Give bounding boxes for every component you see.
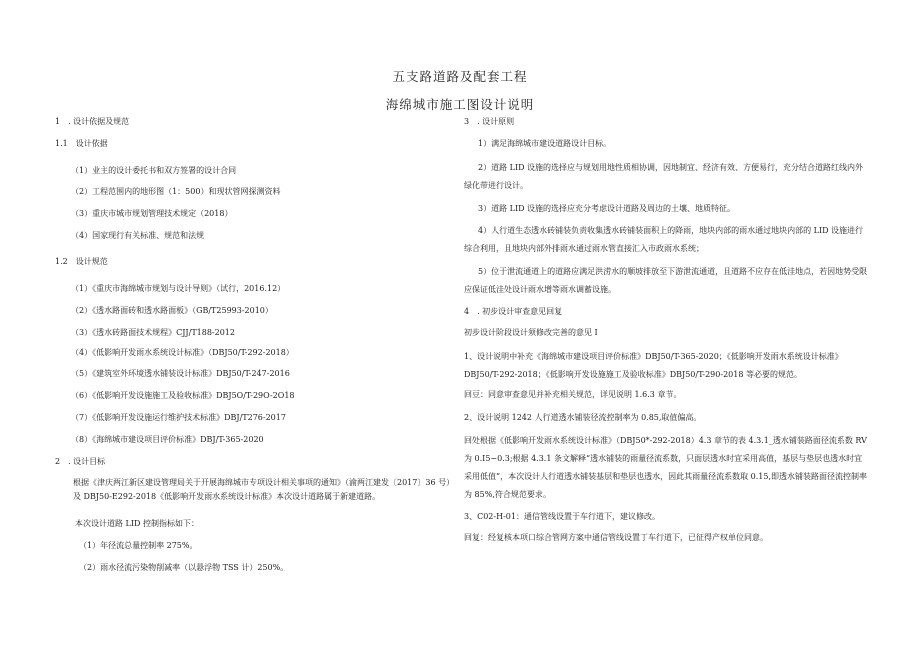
section-1-2-heading: 1.2 设计规范 (55, 257, 108, 266)
target-item: （2）雨水径流污染物削减率（以悬浮物 TSS 计）250%。 (79, 563, 289, 572)
norm-item: （8）《海绵城市建设项目评价标准》DBJ/T-365-2020 (71, 435, 264, 444)
section-1-heading: 1 . 设计依据及规范 (55, 117, 130, 126)
norm-item: （4）《低影响开发雨水系统设计标准》（DBJ50/T-292-2018） (71, 348, 294, 357)
review-intro: 初步设计阶段设计须修改完善的意见 I (464, 328, 598, 337)
norm-item: （5）《建筑室外环境透水铺装设计标准》DBJ50/T-247-2016 (71, 369, 290, 378)
norm-item: （3）《透水砖路面技术规程》CJJ/T188-2012 (71, 328, 235, 337)
target-paragraph: 根据《津庆两江新区建设管理局关于开展海绵城市专项设计相关事项的通知》（渝两江建发〔2017〕36 号）及 DBJ50-E292-2018《低影响开发雨水系统设计标准》本次设计道路属于新建道路。 (73, 478, 451, 501)
document-title: 五支路道路及配套工程 (392, 69, 528, 84)
principle-item: 2）道路 LID 设施的选择应与规划用地性质相协调，因地制宜、经济有效、方便易行，充分结合道路红线内外绿化带进行设计。 (464, 163, 864, 190)
norm-item: （7）《低影响开发设施运行维护技术标准》DBJ/T276-2017 (71, 413, 286, 422)
norm-item: （1）《重庆市海绵城市规划与设计导则》（试行，2016.12） (71, 284, 286, 293)
principle-item: 1）满足海绵城市建设道路设计目标。 (478, 139, 612, 148)
basis-item: （3）重庆市城市规划管理技术规定（2018） (71, 209, 233, 218)
document-subtitle: 海绵城市施工图设计说明 (385, 97, 535, 112)
review-reply: 回复：经复核本项口综合管网方案中通信管线设置丁车行道下，已征得产权单位同意。 (464, 533, 768, 542)
basis-item: （4）国家现行有关标准、规范和法规 (71, 231, 205, 240)
section-2-heading: 2 . 设计目标 (55, 457, 106, 466)
norm-item: （2）《透水路面砖和透水路面板》（GB/T25993-2010） (71, 306, 273, 315)
target-item: （1）年径流总量控制率 275%。 (79, 541, 198, 550)
principle-item: 5）位于泄流通道上的道路应满足洪涝水的顺坡排放至下游泄流通道，且道路不应存在低洼地点，若因地势受限应保证低洼处设计雨水增等雨水调蓄设施。 (464, 267, 868, 294)
principle-item: 4）人行道生态透水砖铺装负责收集透水砖铺装面积上的降雨，地块内部的雨水通过地块内部的 LID 设施进行综合利用，且地块内部外排雨水通过雨水管直接汇入市政雨水系统； (464, 226, 864, 253)
basis-item: （2）工程范围内的地形图（1：500）和现状管网探测资料 (71, 187, 281, 196)
review-item: 3、C02-H-01：通信管线设置于车行道下，建议修改。 (464, 512, 660, 521)
section-1-1-heading: 1.1 设计依据 (55, 139, 108, 148)
section-3-heading: 3 . 设计原则 (464, 117, 515, 126)
norm-item: （6）《低影响开发设施施工及验收标准》DBJ5O/T-29O-2O18 (71, 391, 295, 400)
review-reply: 回豆：同意审查意见并补充相关规范，详见说明 1.6.3 章节。 (464, 390, 682, 399)
review-reply: 回处根据《低影响开发雨水系统设计标准》（DBJ50*-292-2018）4.3 章节的表 4.3.1_透水铺装路面径流系数 RV 为 0.I5~0.3;根据 4.3.1 条文解释“透水铺装的雨量径流系数，只面层透水时宜采用高值，基层与垫层也透水时宜采用低值”，本次设计人行道透水铺装基层和垫层也透水，因此其雨量径流系数取 0.15,即透水铺装路面径流控制率为 85%,符合规范要求。 (464, 436, 867, 499)
section-4-heading: 4 . 初步设计审查意见回复 (464, 307, 563, 316)
principle-item: 3）道路 LID 设施的选择应充分考虑设计道路及周边的土壤、地质特征。 (478, 204, 736, 213)
review-item: 2、设计说明 1242 人行道透水铺装径流控制率为 0.85,取值偏高。 (464, 413, 702, 422)
basis-item: （1）业主的设计委托书和双方签署的设计合同 (71, 166, 237, 175)
target-intro: 本次设计道路 LID 控制指标如下： (75, 519, 199, 528)
review-item: 1、设计说明中补充《海绵城市建设项目评价标准》DBJ50/T-365-2020；《低影响开发雨水系统设计标准》DBJ50/T-292-2018；《低影响开发设施施工及验收标准》DBJ50/T-290-2018 等必要的规范。 (464, 352, 843, 379)
